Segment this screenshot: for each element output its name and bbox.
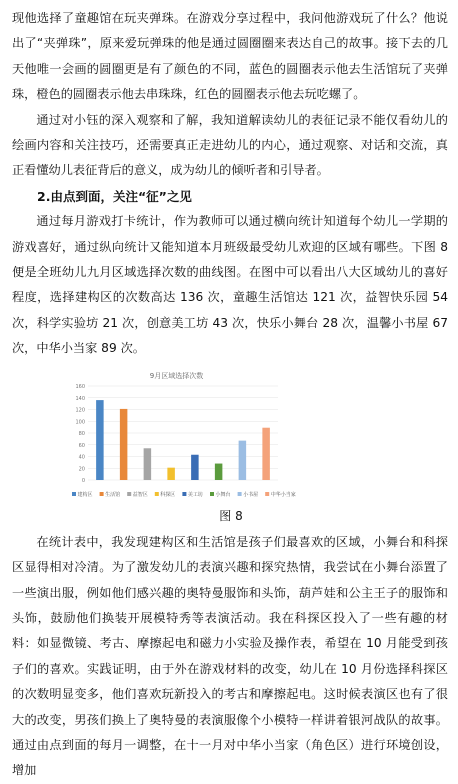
paragraph-bottom: 在统计表中，我发现建构区和生活馆是孩子们最喜欢的区域，小舞台和科探区显得相对冷清。为了激发幼儿的表演兴趣和探究热情，我尝试在小舞台添置了一些演出服，例如他们感兴趣的奥特曼服饰和头饰，葫芦娃和公主王子的服饰和头饰，鼓励他们换装开展模特秀等表演活动。我在科探区投入了一些有趣的材料：如显微镜、考古、摩擦起电和磁力小实验及操作表，希望在 10 月能受到孩子们的喜欢。实践证明，由于外在游戏材料的改变，幼儿在 10 月份选择科探区的次数明显变多，他们喜欢玩新投入的考古和摩擦起电。这时候表演区也有了很大的改变，男孩们换上了奥特曼的表演服像个小模特一样讲着银河战队的故事。通过由点到面的每月一调整，在十一月对中华小当家（角色区）进行环境创设，增加 [12, 534, 448, 778]
legend-swatch-3 [155, 492, 159, 496]
bar-6 [239, 440, 247, 479]
y-tick-label-3: 60 [78, 442, 85, 449]
section-heading: 2.由点到面，关注“征”之见 [37, 188, 192, 204]
legend-label-2: 益智区 [132, 491, 148, 498]
legend-swatch-0 [72, 492, 76, 496]
y-tick-label-2: 40 [78, 454, 85, 461]
legend-swatch-2 [127, 492, 131, 496]
y-tick-label-0: 0 [81, 477, 85, 484]
bar-2 [144, 448, 152, 480]
bar-chart [64, 368, 296, 506]
y-tick-label-1: 20 [78, 465, 85, 472]
y-tick-label-6: 120 [75, 407, 85, 414]
legend-swatch-1 [100, 492, 104, 496]
chart-title: 9月区域选择次数 [149, 371, 204, 380]
paragraph-stats: 通过每月游戏打卡统计，作为教师可以通过横向统计知道每个幼儿一学期的游戏喜好，通过纵向统计又能知道本月班级最受幼儿欢迎的区域有哪些。下图 8 便是全班幼儿九月区域选择次数的曲线图。在图中可以看出八大区域幼儿的喜好程度，选择建构区的次数高达 136 次，童趣生活馆达 121 次，益智快乐园 54 次，科学实验坊 21 次，创意美工坊 43 次，快乐小舞台 28 次，温馨小书屋 67 次，中华小当家 89 次。 [12, 214, 448, 356]
y-tick-label-4: 80 [78, 430, 85, 437]
bar-chart-svg [64, 368, 296, 506]
bar-4 [191, 454, 199, 479]
legend-swatch-7 [265, 492, 269, 496]
legend-label-6: 小书屋 [243, 491, 259, 498]
legend-label-5: 小舞台 [215, 491, 231, 498]
bar-0 [96, 400, 104, 480]
bar-3 [167, 467, 175, 479]
legend-label-4: 美工坊 [187, 491, 203, 498]
legend-label-1: 生活馆 [105, 491, 121, 498]
bar-7 [262, 427, 270, 479]
bar-1 [120, 409, 128, 480]
bar-5 [215, 463, 223, 479]
figure-caption: 图 8 [219, 508, 243, 523]
legend-swatch-4 [182, 492, 186, 496]
legend-label-3: 科探区 [160, 491, 176, 498]
paragraph-2: 通过对小钰的深入观察和了解，我知道解读幼儿的表征记录不能仅看幼儿的绘画内容和关注技巧，还需要真正走进幼儿的内心，通过观察、对话和交流，真正看懂幼儿表征背后的意义，成为幼儿的倾听者和引导者。 [12, 112, 448, 178]
legend-label-7: 中华小当家 [270, 491, 296, 498]
y-tick-label-5: 100 [75, 418, 85, 425]
legend-swatch-5 [210, 492, 214, 496]
legend-swatch-6 [238, 492, 242, 496]
y-tick-label-8: 160 [75, 383, 85, 390]
y-tick-label-7: 140 [75, 395, 85, 402]
legend-label-0: 建构区 [77, 491, 93, 498]
paragraph-1: 现他选择了童趣馆在玩夹弹珠。在游戏分享过程中，我问他游戏玩了什么？他说出了“夹弹珠”，原来爱玩弹珠的他是通过圆圈圈来表达自己的故事。接下去的几天他唯一会画的圆圈更是有了颜色的不同，蓝色的圆圈表示他去生活馆玩了夹弹珠，橙色的圆圈表示他去串珠珠，红色的圆圈表示他去玩吃螺了。 [12, 11, 448, 102]
